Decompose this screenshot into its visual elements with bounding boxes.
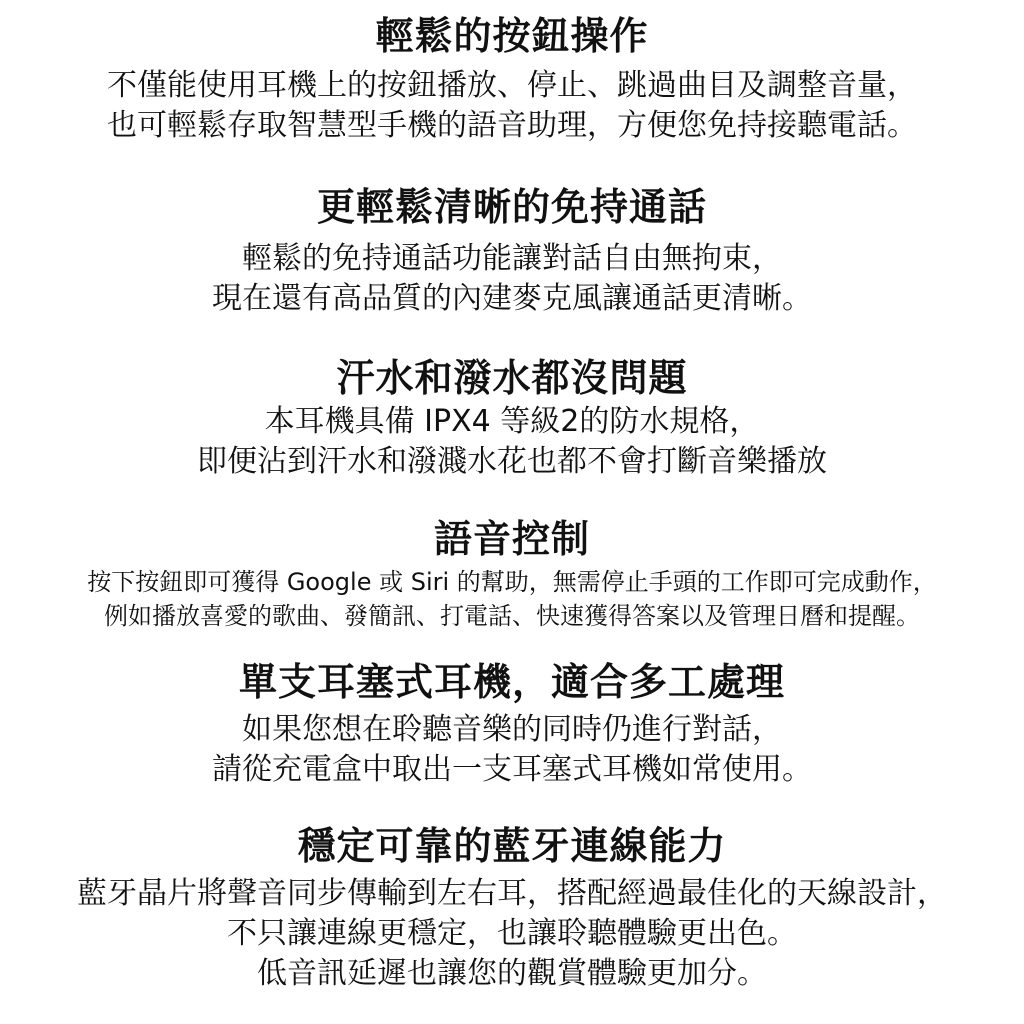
section-single-earbud xyxy=(0,660,1024,790)
section-heading: 語音控制 xyxy=(433,517,590,561)
section-text-line: 例如播放喜愛的歌曲、發簡訊、打電話、快速獲得答案以及管理日曆和提醒。 xyxy=(104,602,920,630)
section-text-line: 請從充電盒中取出一支耳塞式耳機如常使用。 xyxy=(212,752,812,787)
section-heading: 輕鬆的按鈕操作 xyxy=(375,14,649,58)
section-text-line: 藍牙晶片將聲音同步傳輸到左右耳，搭配經過最佳化的天線設計， xyxy=(77,876,947,911)
section-heading: 穩定可靠的藍牙連線能力 xyxy=(297,824,727,868)
section-button-controls xyxy=(0,14,1024,146)
section-text-line: 輕鬆的免持通話功能讓對話自由無拘束， xyxy=(242,241,782,276)
section-bluetooth-connection xyxy=(0,824,1024,994)
section-hands-free-calls xyxy=(0,185,1024,319)
section-text-line: 不只讓連線更穩定，也讓聆聽體驗更出色。 xyxy=(227,916,797,951)
section-text-line: 本耳機具備 IPX4 等級2的防水規格， xyxy=(264,404,760,439)
section-text-line: 也可輕鬆存取智慧型手機的語音助理，方便您免持接聽電話。 xyxy=(107,108,917,143)
section-heading: 汗水和潑水都沒問題 xyxy=(336,356,688,400)
section-text-line: 低音訊延遲也讓您的觀賞體驗更加分。 xyxy=(257,956,767,991)
section-text-line: 現在還有高品質的內建麥克風讓通話更清晰。 xyxy=(212,281,812,316)
section-heading: 更輕鬆清晰的免持通話 xyxy=(316,185,707,229)
section-text-line: 如果您想在聆聽音樂的同時仍進行對話， xyxy=(242,712,782,747)
section-text-line: 按下按鈕即可獲得 Google 或 Siri 的幫助，無需停止手頭的工作即可完成動作， xyxy=(87,568,937,596)
section-heading: 單支耳塞式耳機，適合多工處理 xyxy=(238,660,785,704)
section-text-line: 不僅能使用耳機上的按鈕播放、停止、跳過曲目及調整音量， xyxy=(107,68,917,103)
section-water-resistance xyxy=(0,356,1024,482)
section-voice-control xyxy=(0,517,1024,633)
section-text-line: 即便沾到汗水和潑濺水花也都不會打斷音樂播放 xyxy=(197,444,827,479)
